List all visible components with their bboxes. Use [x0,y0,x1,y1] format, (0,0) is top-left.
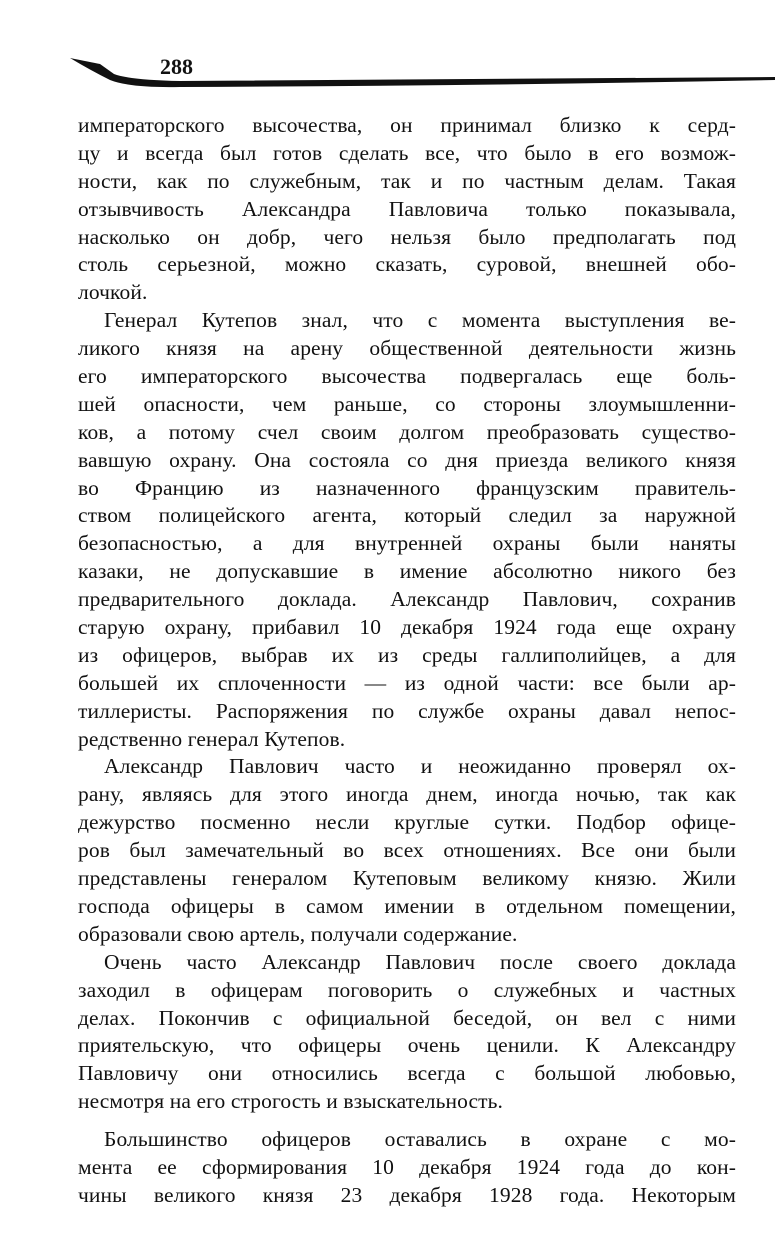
page-header [70,48,775,98]
text-line: Павловичу они относились всегда с большой любовью, [78,1061,736,1086]
text-line: цу и всегда был готов сделать все, что было в его возмож- [78,140,736,165]
text-line: Очень часто Александр Павлович после своего доклада [104,949,736,974]
text-line: казаки, не допускавшие в имение абсолютно никого без [78,559,736,584]
text-line: Большинство офицеров оставались в охране с мо- [104,1127,736,1152]
text-line: насколько он добр, чего нельзя было предполагать под [78,224,736,249]
text-line: ности, как по служебным, так и по частным делам. Такая [78,168,736,193]
text-line: тиллеристы. Распоряжения по службе охраны давал непос- [78,698,736,723]
text-line: ров был замечательный во всех отношениях. Все они были [78,838,736,863]
text-line: Генерал Кутепов знал, что с момента выступления ве- [104,308,736,333]
text-line: приятельскую, что офицеры очень ценили. К Александру [78,1033,736,1058]
text-line: редственно генерал Кутепов. [78,726,346,751]
text-line: делах. Покончив с официальной беседой, он вел с ними [78,1005,736,1030]
text-line: безопасностью, а для внутренней охраны были наняты [78,531,736,556]
text-line: императорского высочества, он принимал близко к серд- [78,113,736,137]
text-line: ков, а потому счел своим долгом преобразовать существо- [78,419,736,444]
text-line: отзывчивость Александра Павловича только показывала, [78,196,736,221]
page-number: 288 [160,54,193,79]
text-line: представлены генералом Кутеповым великому князю. Жили [78,866,736,891]
text-line: во Францию из назначенного французским правитель- [78,475,736,500]
text-line: Александр Павлович часто и неожиданно проверял ох- [104,754,736,779]
text-line: чины великого князя 23 декабря 1928 года. Некоторым [78,1182,736,1207]
text-line: из офицеров, выбрав их из среды галлиполийцев, а для [78,642,736,667]
text-line: старую охрану, прибавил 10 декабря 1924 года еще охрану [78,615,736,640]
text-line: ством полицейского агента, который следил за наружной [78,503,736,528]
page-body-text [78,112,736,1210]
text-line: несмотря на его строгость и взыскательность. [78,1089,504,1114]
text-line: столь серьезной, можно сказать, суровой, внешней обо- [78,252,736,277]
text-line: большей их сплоченности — из одной части: все были ар- [78,670,736,695]
text-line: господа офицеры в самом имении в отдельном помещении, [78,893,736,918]
text-line: заходил в офицерам поговорить о служебных и частных [78,977,736,1002]
text-line: вавшую охрану. Она состояла со дня приезда великого князя [78,447,736,472]
paragraph-gap [78,1116,736,1126]
text-line: мента ее сформирования 10 декабря 1924 года до кон- [78,1154,736,1179]
text-line: лочкой. [78,280,148,305]
text-line: образовали свою артель, получали содержание. [78,921,518,946]
text-line: ликого князя на арену общественной деятельности жизнь [78,336,736,361]
text-line: предварительного доклада. Александр Павлович, сохранив [78,587,736,612]
text-line: рану, являясь для этого иногда днем, иногда ночью, так как [78,782,736,807]
text-line: шей опасности, чем раньше, со стороны злоумышленни- [78,391,736,416]
text-line: его императорского высочества подвергалась еще боль- [78,364,736,389]
text-line: дежурство посменно несли круглые сутки. Подбор офице- [78,810,736,835]
